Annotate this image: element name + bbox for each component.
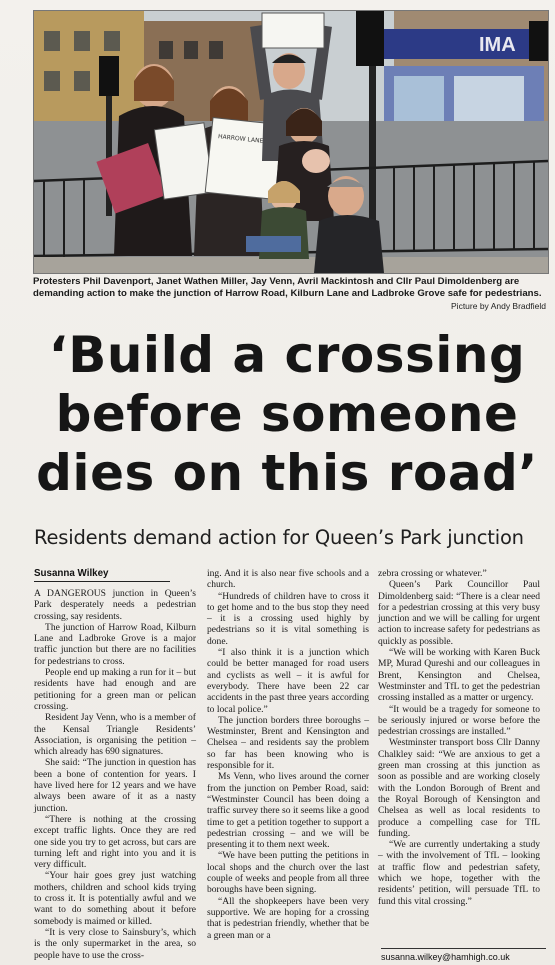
paragraph: Westminster transport boss Cllr Danny Chalkley said: “We are anxious to get a green man crossing at this junction as soon as possible and are working closely with the London Borough of Brent and the Royal Borough of Kensington and Chelsea as well as local residents to produce a compelling case for TfL funding.: [378, 737, 540, 839]
paragraph: “All the shopkeepers have been very supportive. We are hoping for a crossing that is pedestrian friendly, whether that be a green man or a: [207, 895, 369, 941]
paragraph: “It would be a tragedy for someone to be seriously injured or worse before the pedestrian crossings are installed.”: [378, 703, 540, 738]
paragraph: “I also think it is a junction which could be better managed for road users and cyclists as well – it is awful for everybody. There have been 22 car accidents in the past three years according to local police.”: [207, 647, 369, 715]
paragraph: “We have been putting the petitions in local shops and the church over the last couple of weeks and people from all three boroughs have been signing.: [207, 850, 369, 896]
paragraph: The junction borders three boroughs – Westminster, Brent and Kensington and Chelsea – and residents say the problem so far has been knowing who is responsible for it.: [207, 714, 369, 772]
paragraph: Resident Jay Venn, who is a member of the Kensal Triangle Residents’ Association, is organising the petition – which already has 690 signatures.: [34, 712, 196, 758]
placard-text: HARROW LANE,: [217, 133, 266, 146]
paragraph: “Your hair goes grey just watching mothers, children and school kids trying to cross it. It is potentially awful and we want to do something about it before somebody is maimed or killed.: [34, 870, 196, 927]
news-photo: [33, 10, 549, 274]
shop-sign-text: IMA: [479, 34, 516, 56]
paragraph: “We will be working with Karen Buck MP, Murad Qureshi and our colleagues in Brent, Kensington and Chelsea, Westminster and TfL to get the pedestrian crossing installed as a matter or urgency.: [378, 647, 540, 704]
paragraph: A DANGEROUS junction in Queen’s Park desperately needs a pedestrian crossing, say residents.: [34, 588, 196, 622]
headline: [22, 326, 552, 503]
paragraph: The junction of Harrow Road, Kilburn Lane and Ladbroke Grove is a major traffic junction but there are no facilities for pedestrians to cross.: [34, 621, 196, 667]
paragraph: Queen’s Park Councillor Paul Dimoldenberg said: “There is a clear need for a pedestrian crossing at this very busy junction and we will be calling for urgent action to increase safety for pedestrians as quickly as possible.: [378, 579, 540, 647]
photo-illustration: [34, 11, 548, 273]
article-column-3: [378, 568, 540, 907]
photo-caption: Protesters Phil Davenport, Janet Wathen Miller, Jay Venn, Avril Mackintosh and Cllr Paul Dimoldenberg are demanding action to make the junction of Harrow Road, Kilburn Lane and Ladbroke Grove safe for pedestrians.: [33, 276, 542, 299]
paragraph: “Hundreds of children have to cross it to get home and to the bus stop they need – it is a crossing used highly by pedestrians so it is vital something is done.: [207, 590, 369, 647]
paragraph: ing. And it is also near five schools and a church.: [207, 568, 369, 591]
paragraph: “It is very close to Sainsbury’s, which is the only supermarket in the area, so people have to use the cross-: [34, 926, 196, 961]
paragraph: She said: “The junction in question has been a bone of contention for years. I have lived here for 12 years and we have always been aware of it as a nasty junction.: [34, 757, 196, 814]
paragraph: “We are currently undertaking a study – with the involvement of TfL – looking at traffic flow and pedestrian safety, which we hope, together with the residents’ petition, will persuade TfL to fund this vital crossing.”: [378, 839, 540, 907]
paragraph: “There is nothing at the crossing except traffic lights. Once they are red one side you try to get across, but cars are turning left and right into you and it is very difficult.: [34, 813, 196, 871]
article-column-1: [34, 588, 196, 961]
paragraph: Ms Venn, who lives around the corner from the junction on Pember Road, said: “Westminster Council has been doing a traffic survey there so it seems like a good time to get a petition together to support a pedestrian crossing – and we will be presenting it to them next week.: [207, 771, 369, 851]
byline: Susanna Wilkey: [34, 568, 170, 582]
paragraph: People end up making a run for it – but residents have had enough and are petitioning for a green man or pelican crossing.: [34, 667, 196, 712]
standfirst: Residents demand action for Queen’s Park junction: [34, 526, 524, 549]
headline-line-1: ‘Build a crossing: [48, 326, 526, 384]
paragraph: zebra crossing or whatever.”: [378, 568, 487, 579]
author-email: susanna.wilkey@hamhigh.co.uk: [381, 948, 546, 962]
photo-credit: Picture by Andy Bradfield: [451, 301, 546, 311]
article-column-2: [207, 568, 369, 941]
headline-line-2: before someone: [55, 385, 519, 443]
headline-line-3: dies on this road’: [36, 444, 538, 502]
